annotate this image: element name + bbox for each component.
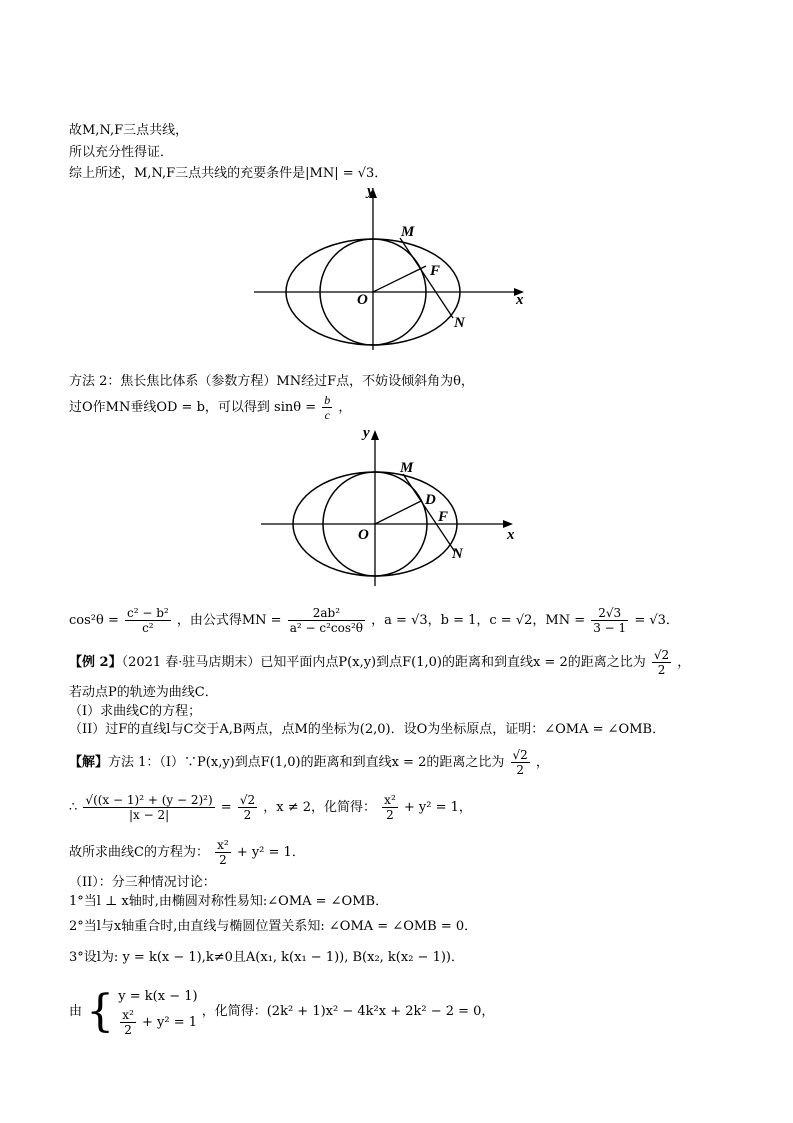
frac-sqrt2-over-2-b: $\frac{√2}{2}$ [512, 748, 528, 777]
fig2-label-m: M [400, 460, 414, 476]
solution-line-1: 【解】方法 1：（I）∵P(x,y)到点F(1,0)的距离和到直线x = 2的距离之比为 $\frac{√2}{2}$ ， [69, 748, 549, 777]
frac-b-over-c: $\frac{b}{c}$ [324, 393, 331, 422]
frac-sqrt2-over-2-a: $\frac{√2}{2}$ [653, 648, 670, 677]
fig2-label-y: y [363, 425, 370, 441]
solution-line-8: 由 { y = k(x − 1) $\frac{\text{x²}}{2}$ + y² = 1 ，化简得：(2k² + 1)x² − 4k²x + 2k² − 2 = 0， [69, 985, 495, 1037]
text-line-2: 所以充分性得证． [69, 145, 174, 160]
fig1-label-x: x [516, 292, 524, 308]
fig2-label-n: N [452, 546, 463, 562]
frac-x2-over-2-b: $\frac{\text{x²}}{2}$ [217, 838, 229, 867]
solution-line-6: 2°当l与x轴重合时,由直线与椭圆位置关系知: ∠OMA = ∠OMB = 0． [69, 919, 478, 934]
frac-x2-over-2-a: $\frac{\text{x²}}{2}$ [384, 793, 396, 822]
text-line-4: 方法 2：焦长焦比体系（参数方程）MN经过F点，不妨设倾斜角为θ， [69, 374, 474, 389]
frac-sqrt2-over-2-c: $\frac{√2}{2}$ [239, 793, 256, 822]
fig2-label-f: F [438, 509, 449, 525]
fig1-segment-of [373, 266, 426, 292]
equation-system: y = k(x − 1) $\frac{\text{x²}}{2}$ + y² = 1 [118, 989, 198, 1037]
text-line-6: cos²θ = $\frac{\text{c² − b²}}{\text{c²}}$ ，由公式得MN = $\frac{\text{2ab²}}{\text{a² − c²cos²θ}}$ ，a = √3，b = 1，c = √2，MN = $\frac{2√3}{3 - 1}$ = √3． [69, 606, 679, 635]
figure-1-ellipse-circle [248, 182, 538, 352]
fig1-label-n: N [454, 315, 465, 331]
solution-line-5: 1°当l ⊥ x轴时,由椭圆对称性易知:∠OMA = ∠OMB． [69, 894, 389, 909]
solution-line-4: （II）：分三种情况讨论： [69, 875, 216, 890]
example-2-statement: 【例 2】（2021 春·驻马店期末）已知平面内点P(x,y)到点F(1,0)的距离和到直线x = 2的距离之比为 $\frac{√2}{2}$ ， [69, 648, 691, 677]
fig1-label-f: F [430, 263, 441, 279]
solution-line-3: 故所求曲线C的方程为： $\frac{\text{x²}}{2}$ + y² = 1． [69, 838, 305, 867]
text-line-5: 过O作MN垂线OD = b，可以得到 sinθ = $\frac{b}{c}$ ， [69, 393, 352, 422]
frac-cos2theta: $\frac{\text{c² − b²}}{\text{c²}}$ [126, 606, 169, 635]
fig2-y-arrow [371, 430, 379, 440]
frac-x2-over-2-c: $\frac{\text{x²}}{2}$ [122, 1008, 134, 1037]
fig2-segment-od [375, 501, 421, 524]
fig2-label-o: O [358, 527, 369, 543]
text-line-3: 综上所述，M,N,F三点共线的充要条件是|MN| = √3． [69, 166, 388, 181]
fig1-label-y: y [367, 183, 374, 199]
frac-mn-value: $\frac{2√3}{3 - 1}$ [593, 606, 627, 635]
text-line-1: 故M,N,F三点共线， [69, 123, 189, 138]
solution-line-2: ∴ $\frac{\text{√((x − 1)² + (y − 2)²)}}{|x - 2|}$ = $\frac{√2}{2}$ ，x ≠ 2，化简得： $\frac{\text{x²}}{2}$ + y² = 1， [69, 793, 472, 822]
fig2-label-d: D [425, 492, 436, 508]
frac-mn-formula: $\frac{\text{2ab²}}{\text{a² − c²cos²θ}}$ [289, 606, 364, 635]
solution-line-7: 3°设l为: y = k(x − 1),k≠0且A(x₁, k(x₁ − 1)), B(x₂, k(x₂ − 1))． [69, 950, 464, 965]
fig1-label-o: O [357, 292, 368, 308]
left-brace: { [86, 985, 115, 1037]
fig1-label-m: M [401, 224, 415, 240]
frac-distance-ratio: $\frac{\text{√((x − 1)² + (y − 2)²)}}{|x - 2|}$ [85, 793, 213, 822]
fig2-label-x: x [507, 527, 515, 543]
text-line-8: 若动点P的轨迹为曲线C． [69, 685, 218, 700]
text-line-10: （II）过F的直线l与C交于A,B两点，点M的坐标为(2,0)．设O为坐标原点，证明：∠OMA = ∠OMB． [69, 722, 666, 737]
text-line-9: （I）求曲线C的方程； [69, 704, 202, 719]
figure-2-ellipse-circle [255, 420, 535, 590]
